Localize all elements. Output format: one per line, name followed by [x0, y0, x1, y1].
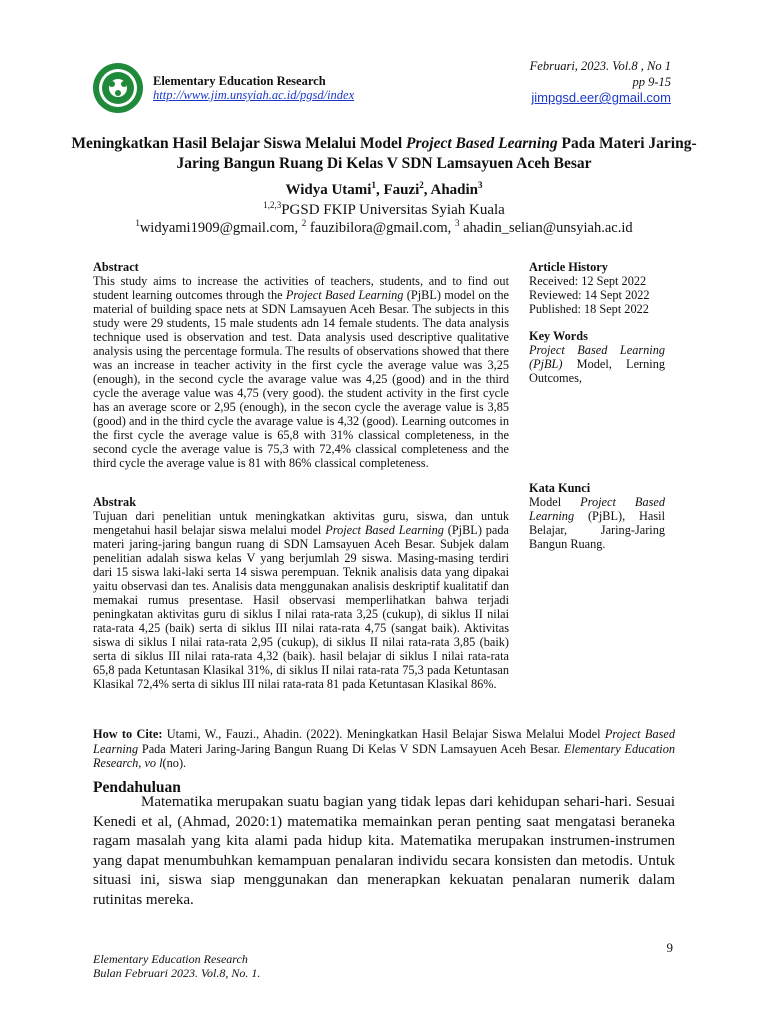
page-footer [93, 952, 260, 980]
journal-name: Elementary Education Research [153, 74, 326, 88]
author-list: Widya Utami$^1$, Fauzi$^2$, Ahadin$^3$ [285, 180, 483, 198]
abstrak-section [93, 495, 509, 691]
footer-issue: Bulan Februari 2023. Vol.8, No. 1. [93, 966, 261, 980]
kata-kunci [529, 481, 665, 551]
key-words-heading: Key Words [529, 329, 588, 343]
how-to-cite: How to Cite: Utami, W., Fauzi., Ahadin. (2022). Meningkatkan Hasil Belajar Siswa Melalui Model Project Based Learning Pada Materi Jaring-Jaring Bangun Ruang Di Kelas V SDN Lamsayuen Aceh Besar. Elementary Education Research, vo l(no). [93, 727, 675, 770]
article-history [529, 260, 665, 316]
affiliation: $^{1,2,3}$PGSD FKIP Universitas Syiah Kuala [263, 200, 505, 218]
kata-kunci-heading: Kata Kunci [529, 481, 591, 495]
abstract-text: This study aims to increase the activities of teachers, students, and to find out student learning outcomes through the Project Based Learning (PjBL) model on the material of building space nets at SDN Lamsayuen Aceh Besar. The subjects in this study were 29 students, 15 male students adn 14 female students. The data analysis technique used is observation and test. Data analysis used descriptive qualitative analysis using the percentage formula. The results of observations showed that there was an increase in teacher activity in the first cycle the average value was 3,25 (enough), in the second cycle the avarage value was 4,25 (good) and in the third cycle the average value was 4,75 (very good). the student activity in the first cycle has an average score or 2,95 (enough), in the secon cycle the average value is 3,85 (good) and in the third cycle the avarage value is 4,32 (good). Learning outcomes in the first cycle the average value is 65,8 with 31% classical completeness, in the second cycle the average value is 75,3 with 72,4% classical completeness and the third cycle the average value is 81 with 86% classical completeness. [93, 274, 510, 470]
key-words-text: Project Based Learning (PjBL) Model, Lerning Outcomes, [529, 343, 665, 385]
page-number: 9 [666, 940, 673, 955]
abstrak-text: Tujuan dari penelitian untuk meningkatkan aktivitas guru, siswa, dan untuk mengetahui hasil belajar siswa melalui model Project Based Learning (PjBL) pada materi jaring-jaring bangun ruang di SDN Lamsayuen Aceh Besar. Subjek dalam penelitian adalah siswa kelas V yang berjumlah 29 siswa. Masing-masing terdiri dari 15 siswa laki-laki serta 14 siswa perempuan. Teknik analisis data yang dipakai yaitu observasi dan tes. Analisis data menggunakan analisis deskriptif kualitatif dan memakai rumus presentase. Hasil observasi memperlihatkan bahwa terjadi peningkatan aktivitas guru di siklus I nilai rata-rata 3,25 (cukup), di siklus II nilai rata-rata 4,25 (baik) serta di siklus III nilai rata-rata 4,75 (sangat baik). Aktivitas siswa di siklus I nilai rata-rata 2,95 (cukup), di siklus II nilai rata-rata 3,85 (baik) serta di siklus III nilai rata-rata 4,32 (baik). hasil belajar di siklus I nilai rata-rata 65,8 pada Ketuntasan Klasikal 31%, di siklus II nilai rata-rata 75,3 pada Ketuntasan Klasikal 72,4% serta di siklus III nilai rata-rata 81 pada Ketuntasan Klasikal 86%. [93, 509, 509, 691]
issue-info: Februari, 2023. Vol.8 , No 1 [529, 59, 671, 73]
key-words [529, 329, 665, 385]
author-emails: $^1$widyami1909@gmail.com, $^2$ fauzibilora@gmail.com, $^3$ ahadin_selian@unsyiah.ac.id [135, 218, 633, 236]
abstract-heading: Abstract [93, 260, 139, 274]
university-seal-icon [92, 62, 144, 114]
abstrak-heading: Abstrak [93, 495, 137, 509]
reviewed-date: Reviewed: 14 Sept 2022 [529, 288, 650, 302]
footer-journal: Elementary Education Research [93, 952, 248, 966]
intro-paragraph: Matematika merupakan suatu bagian yang tidak lepas dari kehidupan sehari-hari. Sesuai Kenedi et al, (Ahmad, 2020:1) matematika memainkan peran penting saat mengatasi beraneka ragam masalah yang kita alami pada hidup kita. Matematika merupakan instrumen-instrumen yang dapat menumbuhkan kemampuan penalaran individu secara konsisten dan metodis. Untuk situasi ini, siswa siap menggunakan dan menerapkan kekuatan penalaran numerik dalam rutinitas mereka. [93, 794, 675, 908]
received-date: Received: 12 Sept 2022 [529, 274, 647, 288]
journal-email-link[interactable]: jimpgsd.eer@gmail.com [531, 90, 671, 105]
abstract-section [93, 260, 509, 470]
section-heading-pendahuluan: Pendahuluan [93, 779, 181, 796]
published-date: Published: 18 Sept 2022 [529, 302, 649, 316]
paper-title: Meningkatkan Hasil Belajar Siswa Melalui Model Project Based Learning Pada Materi Jaring-Jaring Bangun Ruang Di Kelas V SDN Lamsayuen Aceh Besar [71, 135, 697, 172]
journal-url-link[interactable]: http://www.jim.unsyiah.ac.id/pgsd/index [153, 88, 355, 102]
page-range: pp 9-15 [632, 75, 671, 89]
article-history-heading: Article History [529, 260, 608, 274]
kata-kunci-text: Model Project Based Learning (PjBL), Hasil Belajar, Jaring-Jaring Bangun Ruang. [529, 495, 665, 551]
